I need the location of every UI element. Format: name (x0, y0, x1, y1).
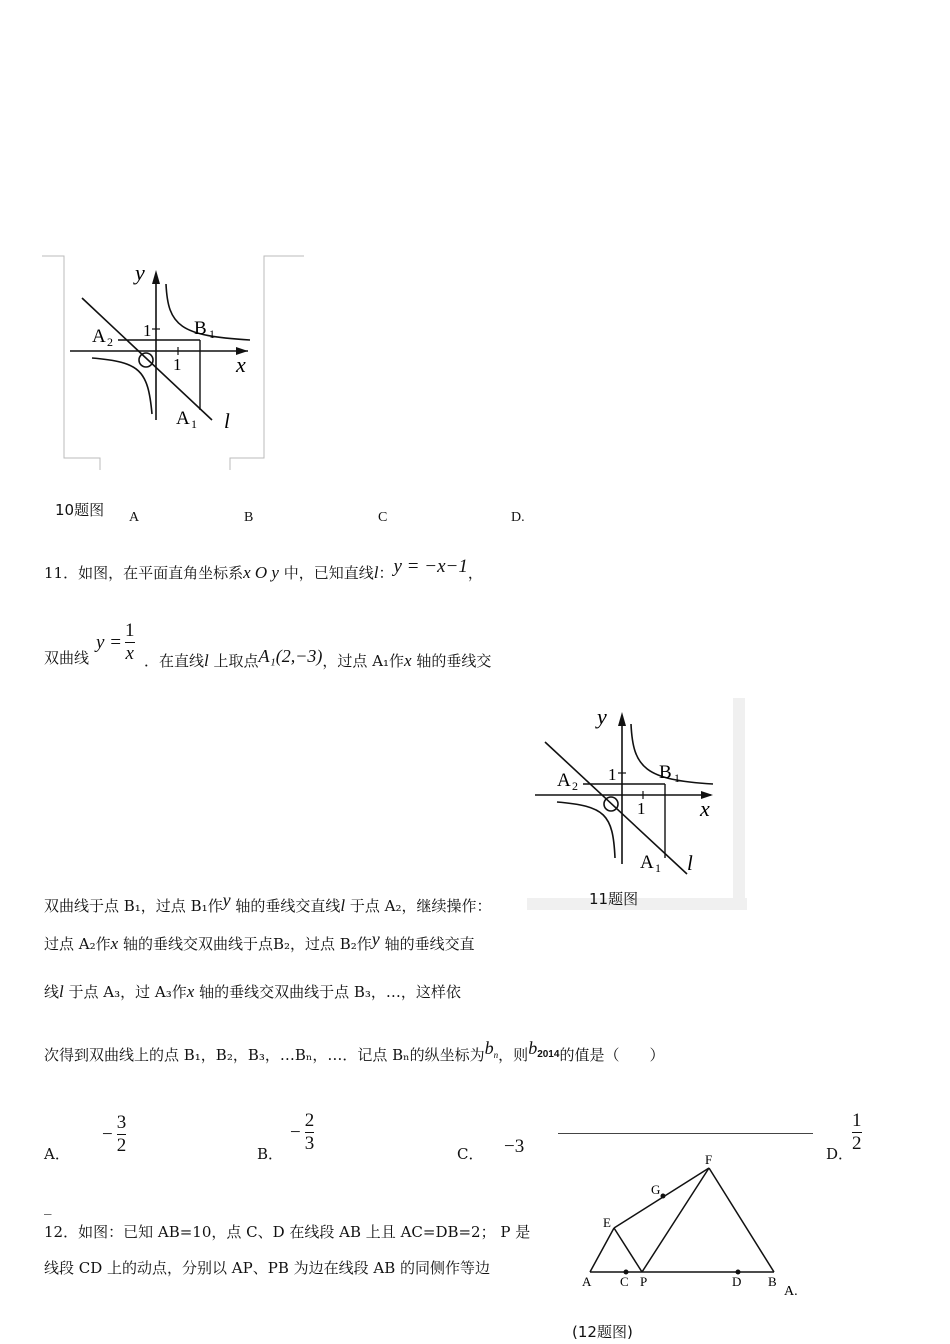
option-a-sign: − (102, 1123, 113, 1145)
q12-line2: 线段 CD 上的动点，分别以 AP、PB 为边在线段 AB 的同侧作等边 (44, 1259, 491, 1277)
fig11-one-y: 1 (608, 765, 617, 784)
fig10-b1-sub: 1 (209, 327, 215, 341)
figure-10 (40, 252, 306, 474)
fig12-label-g: G (651, 1182, 661, 1197)
figure-10-caption: 10题图 (55, 501, 105, 519)
fig12-label-b: B (768, 1274, 777, 1289)
option-b-sign: − (290, 1121, 301, 1143)
fig10-one-x: 1 (173, 355, 182, 374)
fig11-a1-label: A (640, 852, 654, 873)
fig11-a1-sub: 1 (655, 861, 661, 875)
figure-11-graph (527, 698, 747, 910)
q12-dash: _ (44, 1197, 52, 1215)
q11-line2-end: ，过点 A₁作 (322, 652, 405, 670)
q11-line2-mid: ．在直线 (144, 652, 205, 670)
fig10-a2-sub: 2 (107, 335, 113, 349)
fig12-label-c: C (620, 1274, 629, 1289)
fig11-b1-sub: 1 (674, 771, 680, 785)
q11-frac-lhs: y = (96, 631, 123, 653)
q11-line3 (44, 890, 492, 916)
fig11-b1-label: B (659, 762, 672, 783)
fig10-a1-sub: 1 (191, 417, 197, 431)
fig12-label-f: F (705, 1152, 713, 1167)
q10-choice-a: A (129, 510, 140, 525)
q11-line2-prefix: 双曲线 (44, 649, 90, 667)
q11-b2014-sub: 2014 (537, 1049, 560, 1060)
q11-frac-den: x (125, 643, 134, 664)
option-d-value (852, 1110, 862, 1155)
q11-line1-end: ， (467, 564, 483, 582)
q11-line1-prefix: 11．如图，在平面直角坐标系 (44, 564, 244, 582)
fig10-b1-label: B (194, 318, 207, 339)
q11-line4-c: 轴的垂线交直 (379, 935, 475, 953)
q11-line4-x: x (110, 934, 119, 953)
q11-frac-num: 1 (125, 620, 135, 641)
fig10-a2-label: A (92, 326, 106, 347)
q11-bn-sub: n (493, 1050, 499, 1060)
option-d-den: 2 (852, 1133, 862, 1154)
option-a-den: 2 (116, 1135, 127, 1156)
fig11-one-x: 1 (637, 799, 646, 818)
fig10-x-label: x (236, 352, 246, 377)
q11-line2-l: l (204, 651, 209, 670)
fig12-label-p: P (640, 1274, 648, 1289)
fig11-a2-label: A (557, 770, 571, 791)
q11-line4-b: 轴的垂线交双曲线于点B₂，过点 B₂作 (118, 935, 372, 953)
option-b-label: B． (257, 1145, 284, 1163)
q10-choice-d: D. (511, 510, 525, 525)
q10-choice-c: C (378, 510, 388, 525)
q11-line5-b: 于点 A₃，过 A₃作 (63, 983, 187, 1001)
figure-12 (572, 1148, 812, 1298)
q11-line3-y: y (222, 890, 231, 910)
q12-line1: 12．如图：已知 AB=10，点 C、D 在线段 AB 上且 AC=DB=2； P 是 (44, 1223, 531, 1241)
q11-line1-l: l (373, 563, 379, 582)
fig12-label-a: A (582, 1274, 592, 1289)
q11-line5-c: 轴的垂线交双曲线于点 B₃，…，这样依 (194, 983, 461, 1001)
q11-line3-end: 于点 A₂，继续操作： (345, 897, 492, 915)
fig10-y-label: y (135, 260, 145, 285)
q11-line3-mid: 轴的垂线交直线 (230, 897, 341, 915)
option-a-label: A． (44, 1145, 70, 1163)
fig12-label-d: D (732, 1274, 742, 1289)
q11-line6 (44, 1038, 665, 1068)
option-a-num: 3 (116, 1112, 127, 1133)
q11-line4-y: y (371, 929, 380, 949)
fig10-l-label: l (224, 409, 230, 433)
q11-line2-rest (144, 646, 492, 671)
figure-11-caption: 11题图 (589, 890, 639, 908)
q11-line5 (44, 982, 461, 1002)
q11-bn: b (484, 1038, 494, 1058)
q11-line1 (44, 556, 483, 583)
q11-line2-mid2: 上取点 (208, 652, 259, 670)
fig10-one-y: 1 (143, 321, 152, 340)
q11-line5-x: x (186, 982, 195, 1001)
q11-line6-b: ，则 (498, 1046, 529, 1064)
q11-frac (125, 620, 135, 665)
q11-hyperbola-equation (96, 620, 135, 665)
q11-line6-a: 次得到双曲线上的点 B₁，B₂，B₃，…Bₙ，…．记点 Bₙ的纵坐标为 (44, 1046, 485, 1064)
option-d-num: 1 (852, 1110, 862, 1131)
option-b-value (290, 1110, 314, 1155)
fig11-l-label: l (687, 851, 693, 875)
figure-10-graph (40, 252, 306, 474)
q11-line3-l: l (340, 896, 346, 915)
divider-line (558, 1133, 813, 1134)
q11-line-equation: y = −x−1 (393, 556, 468, 577)
option-b-den: 3 (304, 1133, 315, 1154)
q11-line2-tail: 轴的垂线交 (411, 652, 492, 670)
q11-line1-colon: ： (378, 564, 394, 582)
q11-point-a1: A₁(2,−3) (258, 646, 323, 666)
fig12-label-after: A. (784, 1284, 798, 1298)
q11-line4 (44, 929, 475, 954)
option-a-value (102, 1112, 126, 1157)
q11-line2-x: x (404, 651, 412, 670)
option-b-num: 2 (304, 1110, 315, 1131)
figure-12-graph (572, 1148, 812, 1298)
fig11-a2-sub: 2 (572, 779, 578, 793)
option-c-value: −3 (504, 1136, 525, 1157)
fig10-a1-label: A (176, 408, 190, 429)
q11-line1-mid: 中，已知直线 (278, 564, 374, 582)
q11-b2014: b (528, 1038, 538, 1058)
q11-line5-l: l (59, 982, 64, 1001)
option-d-label: D． (826, 1145, 854, 1163)
q11-line1-axes: x O y (243, 563, 279, 582)
q11-line2 (44, 648, 89, 668)
fig11-x-label: x (700, 796, 710, 821)
option-c-label: C． (457, 1145, 484, 1163)
q10-choice-b: B (244, 510, 254, 525)
q11-line5-a: 线 (44, 983, 60, 1001)
figure-12-caption: (12题图) (572, 1323, 633, 1341)
q11-line3-a: 双曲线于点 B₁，过点 B₁作 (44, 897, 223, 915)
fig12-label-e: E (603, 1215, 611, 1230)
q11-line6-c: 的值是（ ） (559, 1046, 665, 1064)
q11-line4-a: 过点 A₂作 (44, 935, 111, 953)
fig11-y-label: y (597, 704, 607, 729)
figure-11 (527, 698, 747, 910)
